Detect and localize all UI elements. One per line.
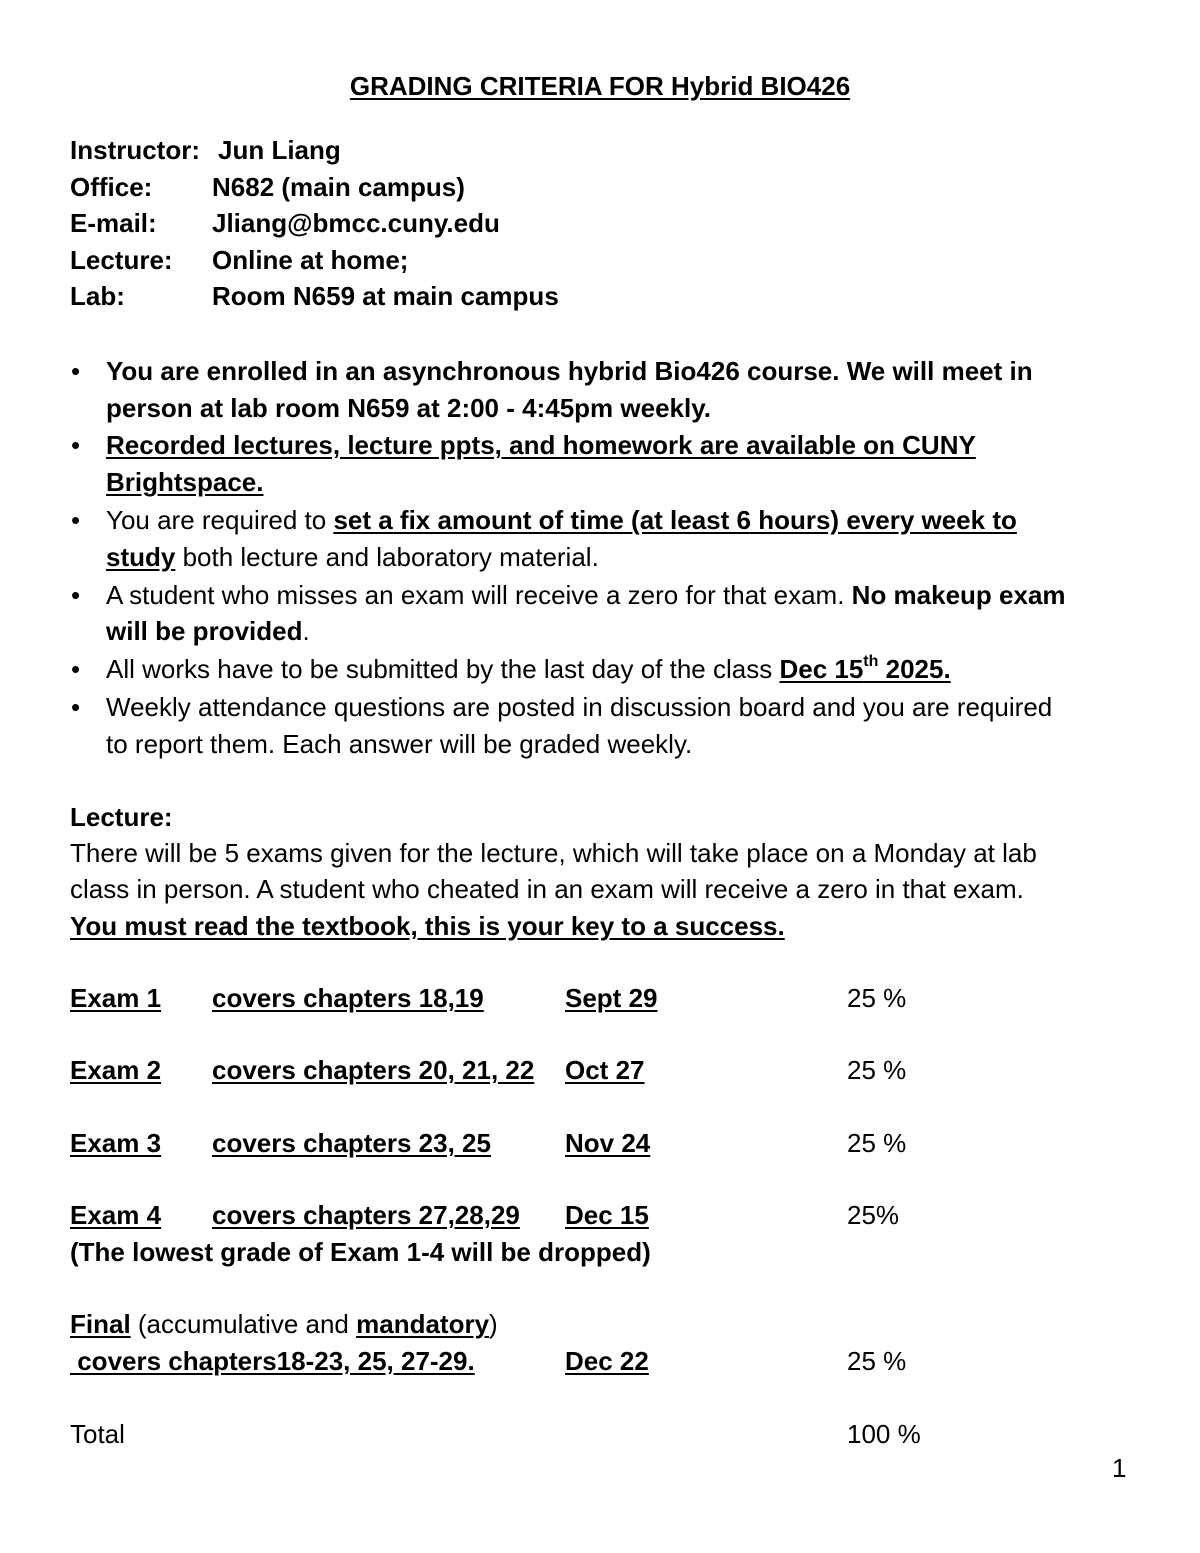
exam-date: Nov 24: [565, 1128, 651, 1158]
office-label: Office:: [70, 172, 153, 202]
lecture-paragraph-line-2: class in person. A student who cheated in an exam will receive a zero in that exam.: [70, 874, 1024, 904]
exam-covers: covers chapters 23, 25: [212, 1128, 491, 1158]
lecture-label: Lecture:: [70, 245, 173, 275]
bullet-3-emphasis: set a fix amount of time (at least 6 hours) every week to: [333, 505, 1017, 535]
bullet-4-post: .: [302, 616, 310, 646]
bullet-dot-icon: •: [71, 692, 81, 722]
bullet-3-pre: You are required to: [106, 505, 334, 535]
total-label: Total: [70, 1419, 125, 1449]
bullet-5-pre: All works have to be submitted by the last day of the class: [106, 654, 780, 684]
bullet-2-line-1: Recorded lectures, lecture ppts, and homework are available on CUNY: [106, 430, 976, 460]
page-number: 1: [1112, 1453, 1127, 1483]
office-value: N682 (main campus): [212, 172, 465, 202]
exam-date: Sept 29: [565, 983, 658, 1013]
exam-row: [70, 984, 658, 1014]
bullet-2-line-2: Brightspace.: [106, 467, 264, 497]
bullet-5: [106, 655, 951, 685]
instructor-label: Instructor:: [70, 135, 200, 165]
bullet-1-line-1: You are enrolled in an asynchronous hybrid Bio426 course. We will meet in: [106, 356, 1033, 386]
bullet-3-emphasis-end: study: [106, 542, 176, 572]
instructor-value: Jun Liang: [218, 135, 341, 165]
lab-label: Lab:: [70, 281, 125, 311]
final-mandatory: mandatory: [356, 1309, 490, 1339]
page-title: GRADING CRITERIA FOR Hybrid BIO426: [349, 71, 851, 101]
bullet-4-line-2: [106, 617, 310, 647]
exam-date: Dec 15: [565, 1200, 649, 1230]
bullet-4-line-1: [106, 581, 1066, 611]
exam-name: Exam 3: [70, 1128, 162, 1158]
bullet-6-line-2: to report them. Each answer will be graded weekly.: [106, 729, 693, 759]
exam-weight: 25 %: [847, 1055, 907, 1085]
final-heading: [70, 1310, 498, 1340]
lecture-value: Online at home;: [212, 245, 409, 275]
bullet-4-emphasis-end: will be provided: [106, 616, 303, 646]
bullet-dot-icon: •: [71, 430, 81, 460]
final-weight: 25 %: [847, 1346, 907, 1376]
drop-lowest-note: (The lowest grade of Exam 1-4 will be dropped): [70, 1237, 651, 1267]
lab-value: Room N659 at main campus: [212, 281, 559, 311]
lecture-heading: Lecture:: [70, 802, 173, 832]
exam-weight: 25%: [847, 1200, 900, 1230]
lecture-paragraph-line-1: There will be 5 exams given for the lecture, which will take place on a Monday at lab: [70, 838, 1037, 868]
final-row: [70, 1347, 649, 1377]
exam-name: Exam 2: [70, 1055, 162, 1085]
final-label: Final: [70, 1309, 131, 1339]
bullet-dot-icon: •: [71, 654, 81, 684]
bullet-3-post: both lecture and laboratory material.: [175, 542, 599, 572]
email-label: E-mail:: [70, 208, 157, 238]
bullet-dot-icon: •: [71, 356, 81, 386]
bullet-1-line-2: person at lab room N659 at 2:00 - 4:45pm weekly.: [106, 393, 711, 423]
exam-row: [70, 1056, 645, 1086]
deadline-date: [779, 654, 950, 684]
final-paren-open: (accumulative and: [130, 1309, 357, 1339]
exam-weight: 25 %: [847, 983, 907, 1013]
final-date: Dec 22: [565, 1346, 649, 1376]
total-weight: 100 %: [847, 1419, 921, 1449]
exam-row: [70, 1201, 649, 1231]
exam-covers: covers chapters 20, 21, 22: [212, 1055, 535, 1085]
exam-name: Exam 1: [70, 983, 162, 1013]
bullet-dot-icon: •: [71, 505, 81, 535]
bullet-6-line-1: Weekly attendance questions are posted in discussion board and you are required: [106, 692, 1053, 722]
exam-covers: covers chapters 27,28,29: [212, 1200, 520, 1230]
exam-row: [70, 1129, 650, 1159]
exam-weight: 25 %: [847, 1128, 907, 1158]
textbook-key-line: You must read the textbook, this is your key to a success.: [70, 911, 785, 941]
exam-name: Exam 4: [70, 1200, 162, 1230]
bullet-3-line-2: [106, 543, 599, 573]
final-paren-close: ): [489, 1309, 498, 1339]
bullet-4-emphasis: No makeup exam: [851, 580, 1066, 610]
deadline-date-text: Dec 15: [779, 654, 864, 684]
deadline-date-suffix: th: [863, 653, 879, 671]
exam-date: Oct 27: [565, 1055, 645, 1085]
exam-covers: covers chapters 18,19: [212, 983, 484, 1013]
bullet-3-line-1: [106, 506, 1017, 536]
bullet-4-pre: A student who misses an exam will receive a zero for that exam.: [106, 580, 852, 610]
final-covers: covers chapters18-23, 25, 27-29.: [70, 1346, 475, 1376]
bullet-dot-icon: •: [71, 580, 81, 610]
email-value: Jliang@bmcc.cuny.edu: [212, 208, 500, 238]
deadline-year: 2025.: [878, 654, 951, 684]
